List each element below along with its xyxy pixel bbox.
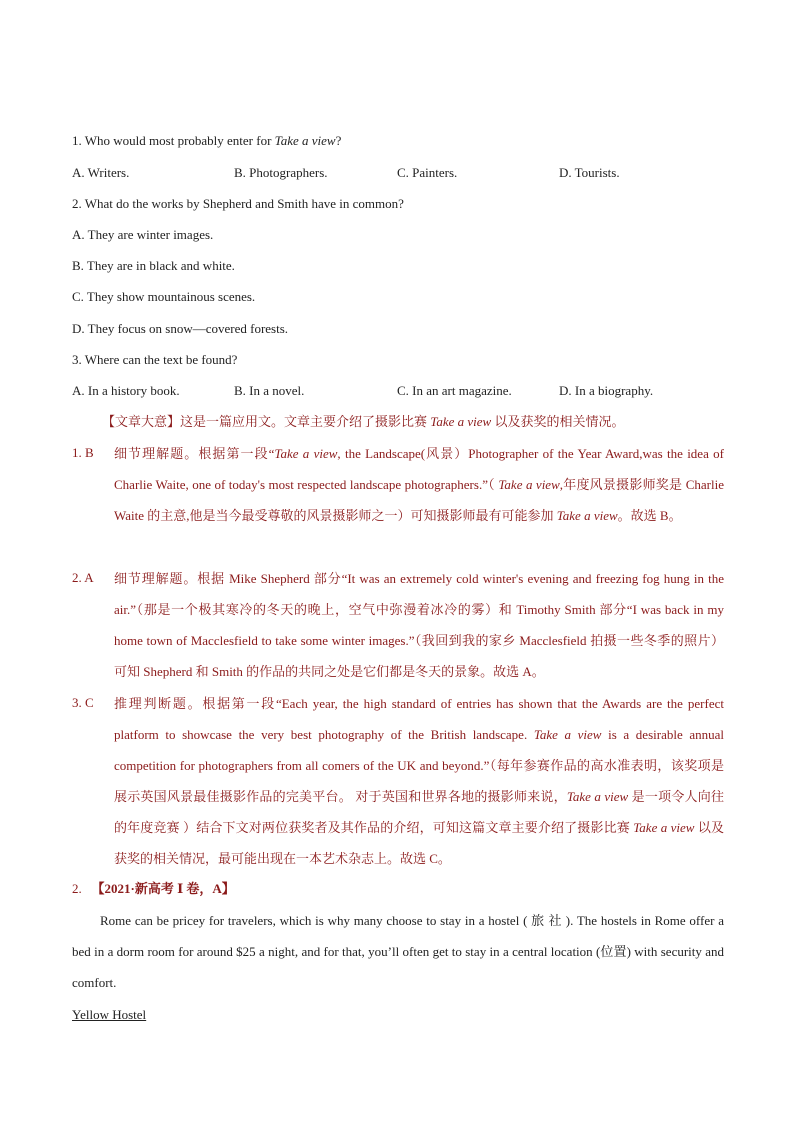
answer-1-explanation	[114, 438, 724, 531]
italic-title: Take a view	[566, 789, 629, 804]
italic-title: Take a view	[633, 820, 695, 835]
q3-option-b: B. In a novel.	[234, 383, 305, 398]
q1-option-a: A. Writers.	[72, 165, 130, 180]
q1-option-c: C. Painters.	[397, 165, 458, 180]
summary-tag: 【文章大意】	[102, 414, 181, 429]
explanation-text: is a desirable annual competition for photographers from all comers of the UK and beyond.”（每年参赛作品的高水准表明，该奖项是展示英国风景最佳摄影作品的完美平台。 对于英国和世界各地的摄影师来说，	[114, 727, 725, 804]
question-2-stem: 2. What do the works by Shepherd and Smith have in common?	[72, 196, 404, 211]
q3-option-a: A. In a history book.	[72, 383, 180, 398]
italic-title: Take a view	[498, 477, 560, 492]
answer-2-number: 2. A	[72, 570, 94, 585]
summary-text: 这是一篇应用文。文章主要介绍了摄影比赛	[180, 414, 431, 429]
italic-title: Take a view	[556, 508, 618, 523]
q3-option-c: C. In an art magazine.	[397, 383, 512, 398]
answer-3	[72, 694, 724, 874]
passage-heading: Yellow Hostel	[72, 1007, 147, 1022]
explanation-text: 细节理解题。根据 Mike Shepherd 部分“It was an extremely cold winter's evening and freezing fog hung in the air.”（那是一个极其寒冷的冬天的晚上，空气中弥漫着冰冷的雾）和 Timothy Smith 部分“I was back in my home town of Macclesfield to take some winter images.”（我回到我的家乡 Macclesfield 拍摄一些冬季的照片）可知 Shepherd 和 Smith 的作品的共同之处是它们都是冬天的景象。故选 A。	[114, 571, 724, 679]
q2-option-b: B. They are in black and white.	[72, 258, 235, 273]
q1-option-b: B. Photographers.	[234, 165, 328, 180]
answer-1-number: 1. B	[72, 445, 94, 460]
q2-option-a: A. They are winter images.	[72, 227, 214, 242]
section-2-header	[72, 880, 235, 898]
explanation-text: , the Landscape(风景）Photographer of the Year Award,was the idea of Charlie Waite, one of today's most respected landscape photographers.”（	[114, 446, 724, 492]
question-1-text: 1. Who would most probably enter for	[72, 133, 275, 148]
answer-3-number: 3. C	[72, 695, 94, 710]
question-1-italic-title: Take a view	[274, 133, 336, 148]
question-1-suffix: ?	[335, 133, 342, 148]
italic-title: Take a view	[533, 727, 602, 742]
explanation-text: 是一项令人向往的年度竞赛 ）结合下文对两位获奖者及其作品的介绍，可知这篇文章主要介绍了摄影比赛	[114, 789, 724, 835]
q2-option-d: D. They focus on snow—covered forests.	[72, 321, 289, 336]
italic-title: Take a view	[274, 446, 338, 461]
answer-2	[72, 569, 724, 689]
summary-text-end: 以及获奖的相关情况。	[491, 414, 625, 429]
passage-paragraph: Rome can be pricey for travelers, which is why many choose to stay in a hostel ( 旅 社 ). The hostels in Rome offer a bed in a dorm room for around $25 a night, and for that, you’ll often get to stay in a central location (位置) with security and comfort.	[72, 913, 724, 990]
article-summary	[102, 413, 624, 431]
answer-1	[72, 444, 724, 564]
section-2-source: 【2021·新高考 Ⅰ 卷，A】	[91, 881, 235, 896]
explanation-text: 推理判断题。根据第一段“Each year, the high standard of entries has shown that the Awards are the perfect platform to showcase the very best photography of the British landscape.	[114, 696, 724, 742]
question-3-stem: 3. Where can the text be found?	[72, 352, 238, 367]
summary-italic-title: Take a view	[430, 414, 492, 429]
q3-option-d: D. In a biography.	[559, 383, 654, 398]
q2-option-c: C. They show mountainous scenes.	[72, 289, 256, 304]
answer-3-explanation	[114, 688, 724, 874]
question-1-stem	[72, 132, 341, 150]
explanation-text: ,年度风景摄影师奖是 Charlie Waite 的主意,他是当今最受尊敬的风景摄影师之一）可知摄影师最有可能参加	[114, 477, 724, 523]
explanation-text: 以及获奖的相关情况，最可能出现在一本艺术杂志上。故选 C。	[114, 820, 724, 866]
answer-2-explanation	[114, 563, 724, 687]
section-2-number: 2.	[72, 881, 82, 896]
q1-option-d: D. Tourists.	[559, 165, 620, 180]
explanation-text: 。故选 B。	[617, 508, 682, 523]
explanation-text: 细节理解题。根据第一段“	[114, 446, 275, 461]
